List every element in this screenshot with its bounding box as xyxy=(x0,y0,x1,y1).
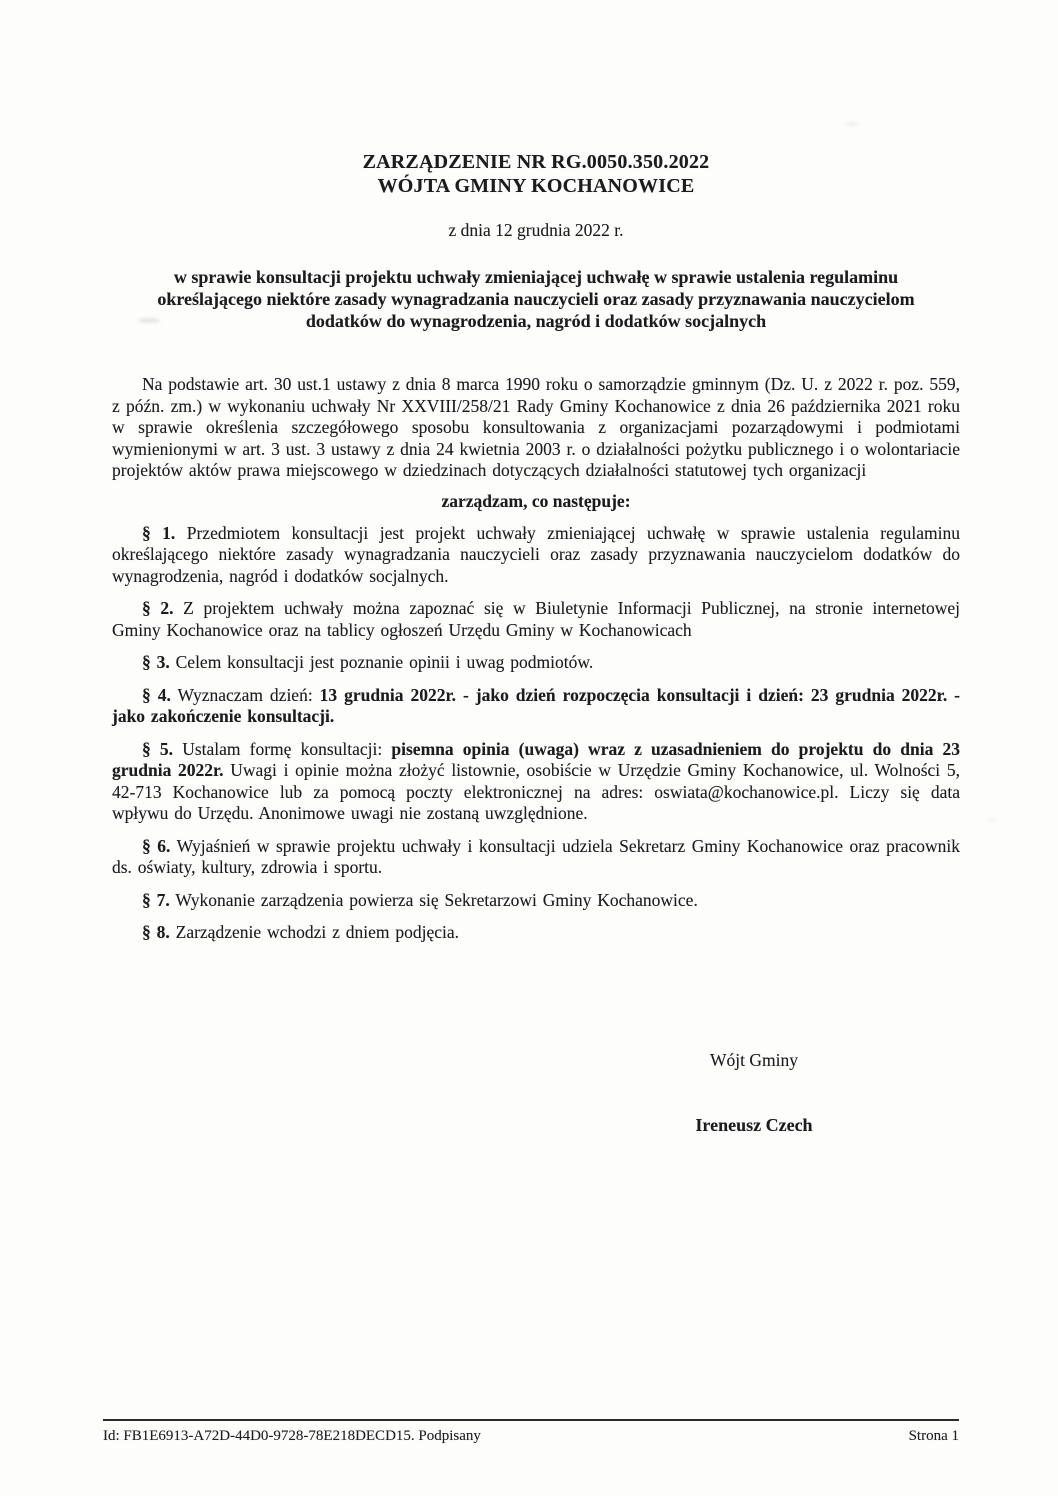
section-4 xyxy=(112,685,960,728)
section-5-bold-text: pisemna opinia (uwaga) wraz z uzasadnieniem do projektu do dnia 23 grudnia 2022r. xyxy=(112,738,961,780)
footer-page-number: Strona 1 xyxy=(908,1428,959,1444)
section-6 xyxy=(112,836,960,879)
section-1-text: Przedmiotem konsultacji jest projekt uchwały zmieniającej uchwałę w sprawie ustalenia regulaminu określającego niektóre zasady wynagradzania nauczycieli oraz zasady przyznawania nauczycielom dodatków do wynagrodzenia, nagród i dodatków socjalnych. xyxy=(112,522,961,586)
section-4-lead: Wyznaczam dzień: xyxy=(177,684,313,705)
title-line-2: WÓJTA GMINY KOCHANOWICE xyxy=(377,175,695,197)
section-6-text: Wyjaśnień w sprawie projektu uchwały i konsultacji udziela Sekretarz Gminy Kochanowice oraz pracownik ds. oświaty, kultury, zdrowia i sportu. xyxy=(112,835,961,877)
preamble-paragraph: Na podstawie art. 30 ust.1 ustawy z dnia 8 marca 1990 roku o samorządzie gminnym (Dz. U. z 2022 r. poz. 559, z późn. zm.) w wykonaniu uchwały Nr XXVIII/258/21 Rady Gminy Kochanowice z dnia 26 października 2021 roku w sprawie określenia szczegółowego sposobu konsultowania z organizacjami pozarządowymi i podmiotami wymienionymi w art. 3 ust. 3 ustawy z dnia 24 kwietnia 2003 r. o działalności pożytku publicznego i o wolontariacie projektów aktów prawa miejscowego w dziedzinach dotyczących działalności statutowej tych organizacji xyxy=(112,374,960,480)
section-5-number: § 5. xyxy=(142,738,174,759)
title-line-1: ZARZĄDZENIE NR RG.0050.350.2022 xyxy=(362,151,710,173)
section-7 xyxy=(112,890,960,912)
section-8 xyxy=(112,922,960,944)
section-2-text: Z projektem uchwały można zapoznać się w Biuletynie Informacji Publicznej, na stronie internetowej Gminy Kochanowice oraz na tablicy ogłoszeń Urzędu Gminy w Kochanowicach xyxy=(112,598,961,640)
signature-role: Wójt Gminy xyxy=(710,1049,798,1070)
scan-artifact xyxy=(988,818,996,822)
section-5-text: Uwagi i opinie można złożyć listownie, osobiście w Urzędzie Gminy Kochanowice, ul. Wolności 5, 42-713 Kochanowice lub za pomocą poczty elektronicznej na adres: oswiata@kochanowice.pl. Liczy się data wpływu do Urzędu. Anonimowe uwagi nie zostaną uwzględnione. xyxy=(112,760,960,823)
section-3-number: § 3. xyxy=(142,652,170,672)
ordain-line: zarządzam, co następuje: xyxy=(441,490,631,511)
signature-name: Ireneusz Czech xyxy=(695,1114,813,1135)
signature-block xyxy=(604,1050,904,1136)
scan-artifact xyxy=(845,122,859,126)
section-4-bold-text: 13 grudnia 2022r. - jako dzień rozpoczęcia konsultacji i dzień: 23 grudnia 2022r. - jako zakończenie konsultacji. xyxy=(112,684,961,726)
document-title xyxy=(112,150,960,198)
section-7-number: § 7. xyxy=(142,889,170,910)
section-5-lead: Ustalam formę konsultacji: xyxy=(182,738,383,759)
document-date: z dnia 12 grudnia 2022 r. xyxy=(448,220,624,240)
section-8-text: Zarządzenie wchodzi z dniem podjęcia. xyxy=(175,922,460,942)
section-7-text: Wykonanie zarządzenia powierza się Sekretarzowi Gminy Kochanowice. xyxy=(175,889,698,910)
scan-artifact xyxy=(138,318,160,323)
footer-document-id: Id: FB1E6913-A72D-44D0-9728-78E218DECD15. Podpisany xyxy=(103,1428,481,1444)
section-1 xyxy=(112,523,960,588)
section-3-text: Celem konsultacji jest poznanie opinii i uwag podmiotów. xyxy=(175,652,594,672)
section-8-number: § 8. xyxy=(142,922,170,942)
section-5 xyxy=(112,739,960,825)
document-subject: w sprawie konsultacji projektu uchwały zmieniającej uchwałę w sprawie ustalenia regulaminu określającego niektóre zasady wynagradzania nauczycieli oraz zasady przyznawania nauczycielom dodatków do wynagrodzenia, nagród i dodatków socjalnych xyxy=(157,267,915,331)
section-6-number: § 6. xyxy=(142,835,171,856)
section-1-number: § 1. xyxy=(142,522,176,543)
section-2 xyxy=(112,598,960,641)
section-4-number: § 4. xyxy=(142,684,171,705)
section-3 xyxy=(112,652,960,674)
section-2-number: § 2. xyxy=(142,598,174,618)
page-footer xyxy=(103,1419,959,1445)
